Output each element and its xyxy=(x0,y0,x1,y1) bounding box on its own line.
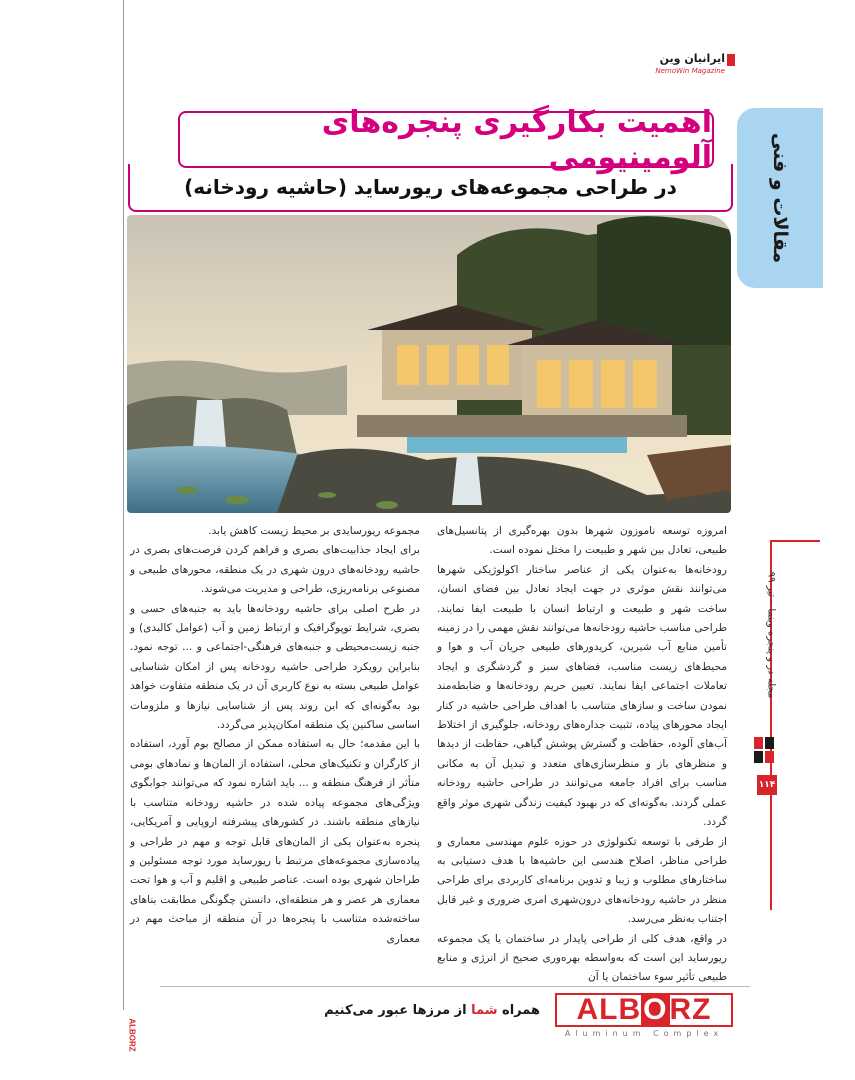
side-accent-line-top xyxy=(770,540,820,542)
page-number: ۱۱۴ xyxy=(757,775,777,795)
article-subtitle-box xyxy=(128,164,733,212)
article-subtitle: در طراحی مجموعه‌های ریورساید (حاشیه رودخانه) xyxy=(184,175,677,199)
paragraph: امروزه توسعه ناموزون شهرها بدون بهره‌گیری از پتانسیل‌های طبیعی، تعادل بین شهر و طبیعت را مختل نموده است. xyxy=(437,525,727,557)
paragraph: با این مقدمه؛ حال به استفاده ممکن از مصالح بوم آورد، استفاده از کارگران و تکنیک‌های محلی، استفاده از المان‌ها و نمادهای بومی متأثر از فرهنگ منطقه و ... باید اشاره نمود که می‌توانند جوابگوی ویژگی‌های مجموعه پیاده شده در حاشیه رودخانه متناسب با نیازهای منطقه باشند. در کشورهای پیشرفته اروپایی و آمریکایی، پنجره به‌عنوان یکی از المان‌های قابل توجه و مهم در طراحی و پیاده‌سازی مجموعه‌های مرتبط با ریورساید مورد توجه مسئولین و طراحان شهری بوده است. عناصر طبیعی و اقلیم و آب و هوا تحت معماری هر عصر و هر منطقه‌ای، دانستن چگونگی مطابقت بناهای ساخته‌شده متناسب با پنجره‌ها در آن منطقه از مباحث مهم در معماری xyxy=(130,738,420,945)
brand-part-c: RZ xyxy=(669,993,712,1026)
paragraph: مجموعه ریورسایدی بر محیط زیست کاهش یابد. xyxy=(208,525,420,537)
article-title-box xyxy=(178,104,714,175)
text-column-right xyxy=(437,522,727,988)
window-logo-icon-svg xyxy=(752,735,776,765)
paragraph: از طرفی با توسعه تکنولوژی در حوزه علوم مهندسی معماری و طراحی مناظر، اصلاح هندسی این حاشیه‌ها با هدف دستیابی به ساختارهای مطلوب و زیبا و تدوین برنامه‌ای کاربردی برای طراحی منظر در حاشیه رودخانه‌های درون‌شهری امری ضروری و غیر قابل اجتناب به‌نظر می‌رسد. xyxy=(437,835,727,926)
text-column-left xyxy=(130,522,420,949)
brand-part-b: O xyxy=(643,993,668,1026)
paragraph: در طرح اصلی برای حاشیه رودخانه‌ها باید به جنبه‌های حسی و بصری، شرایط توپوگرافیک و ارتباط زمین و آب (عوامل کالبدی) و جنبه زیست‌محیطی و جنبه‌های فرهنگی-اجتماعی و ... توجه نمود. بنابراین رویکرد طراحی حاشیه رودخانه پس از امکان شناسایی عوامل طبیعی بسته به نوع کاربری آن در یک منطقه متفاوت خواهد بود به‌گونه‌ای که این روند پس از شناسایی نیازها و ملزومات اساسی ساکنین یک منطقه امکان‌پذیر می‌گردد. xyxy=(130,602,420,732)
slogan-suffix: از مرزها عبور می‌کنیم xyxy=(324,1003,467,1018)
side-issue-caption xyxy=(762,555,780,715)
window-logo-icon xyxy=(752,735,776,765)
section-tab-label: مقالات و فنی xyxy=(769,132,791,264)
section-tab xyxy=(737,108,823,288)
paragraph: برای ایجاد جذابیت‌های بصری و فراهم کردن فرصت‌های بصری در حاشیه رودخانه‌های درون شهری در یک منطقه، محورهای طبیعی و مصنوعی برنامه‌ریزی، طراحی و مدیریت می‌شوند. xyxy=(130,544,420,596)
vertical-brand-text: ALBORZ xyxy=(127,1018,137,1052)
article-title: اهمیت بکارگیری پنجره‌های آلومینیومی xyxy=(321,104,712,175)
alborz-tagline: Aluminum Complex xyxy=(564,1029,724,1038)
side-issue-caption-text: مجله در و پنجره وینما – تیر ۹۹ xyxy=(765,571,777,699)
footer-slogan xyxy=(240,1003,540,1018)
riverside-villa-illustration xyxy=(127,215,731,513)
brand-part-a: ALB xyxy=(576,993,642,1026)
paragraph: در واقع، هدف کلی از طراحی پایدار در ساختمان یا یک مجموعه ریورساید این است که به‌واسطه بهره‌وری صحیح از انرژی و منابع طبیعی تأثیر سوء ساختمان یا آن xyxy=(437,932,727,984)
logo-name: ایرانیان وین xyxy=(659,52,725,65)
magazine-logo xyxy=(640,50,735,80)
left-margin-rule xyxy=(123,0,124,1010)
alborz-wordmark xyxy=(555,993,733,1027)
slogan-accent: شما xyxy=(471,1003,498,1018)
hero-image xyxy=(127,215,731,513)
logo-subtitle: NemoWin Magazine xyxy=(655,67,725,75)
logo-mark-icon xyxy=(727,54,735,66)
alborz-logo xyxy=(555,993,733,1041)
slogan-prefix: همراه xyxy=(502,1003,540,1018)
footer-divider xyxy=(160,986,750,987)
vertical-brand xyxy=(126,1000,138,1070)
paragraph: رودخانه‌ها به‌عنوان یکی از عناصر ساختار اکولوژیکی شهرها می‌توانند نقش موثری در جهت ایجاد تعادل بین فضای انسان، ساخت شهر و طبیعت و ارتباط انسان با طبیعت ایفا نمایند. طراحی مناسب حاشیه رودخانه‌ها می‌توانند نقش مهمی را در زمینه تأمین منابع آب شیرین، کریدورهای طبیعی جریان آب و هوا و محیط‌های زیست مناسب، فضاهای سبز و گردشگری و ایجاد تعاملات اجتماعی ایفا نمایند. تعیین حریم رودخانه‌ها و ضابطه‌مند نمودن ساخت و سازهای متناسب با اهداف طراحی حاشیه در کنار ایجاد محورهای پیاده، تثبیت جداره‌های رودخانه، جلوگیری از اختلاط آب‌های آلوده، حفاظت و گسترش پوشش گیاهی، حفاظت از دیدها و منظرهای باز و منظرسازی‌های متعدد و تبدیل آن به مکانی مناسب برای افراد جامعه می‌توانند در طراحی حاشیه رودخانه عملی گردند. به‌گونه‌ای که در بهبود کیفیت زندگی شهری موثر واقع گردد. xyxy=(437,563,727,829)
